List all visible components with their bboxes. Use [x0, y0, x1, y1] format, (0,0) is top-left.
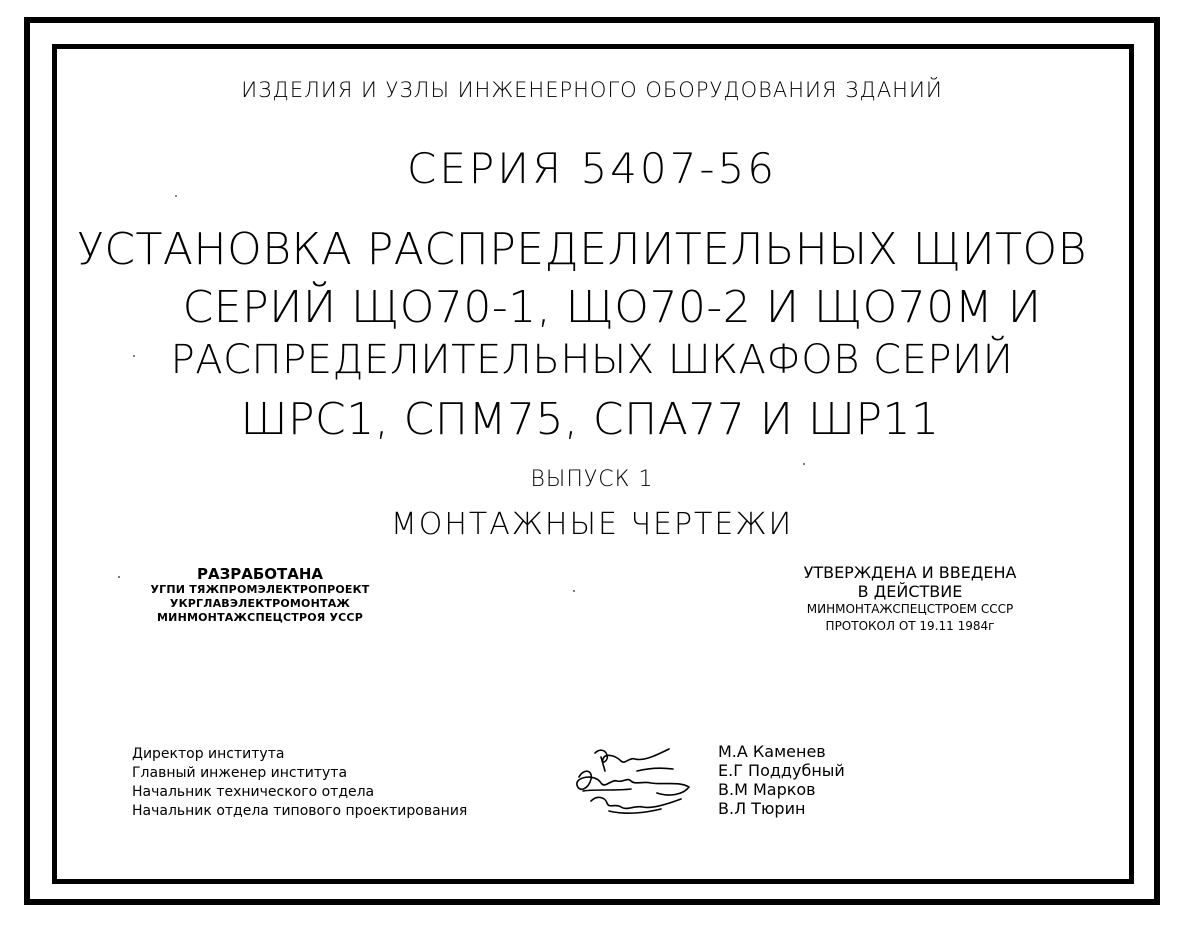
- position-title: Начальник технического отдела: [132, 784, 375, 800]
- developed-line: УГПИ ТЯЖПРОМЭЛЕКТРОПРОЕКТ: [150, 583, 370, 596]
- developed-by-block: [120, 565, 400, 625]
- title-line-2: СЕРИЙ ЩО70-1, ЩО70-2 И ЩО70М И: [182, 282, 1042, 333]
- scan-speck: [803, 463, 805, 465]
- title-line-4: ШРС1, СПМ75, СПА77 И ШР11: [240, 394, 940, 445]
- header-text: ИЗДЕЛИЯ И УЗЛЫ ИНЖЕНЕРНОГО ОБОРУДОВАНИЯ ЗДАНИЙ: [241, 78, 943, 102]
- title-line-3: РАСПРЕДЕЛИТЕЛЬНЫХ ШКАФОВ СЕРИЙ: [170, 337, 1014, 383]
- scan-speck: [175, 195, 177, 197]
- approved-heading: В ДЕЙСТВИЕ: [857, 582, 963, 601]
- developed-heading: РАЗРАБОТАНА: [196, 565, 324, 583]
- position-title: Начальник отдела типового проектирования: [132, 803, 468, 819]
- developed-line: МИНМОНТАЖСПЕЦСТРОЯ УССР: [157, 611, 363, 624]
- approved-line: ПРОТОКОЛ ОТ 19.11 1984г: [825, 619, 995, 633]
- scan-speck: [573, 590, 575, 592]
- position-title: Главный инженер института: [132, 765, 348, 781]
- handwritten-signatures: [565, 745, 715, 835]
- positions-list: [132, 745, 602, 821]
- approved-line: МИНМОНТАЖСПЕЦСТРОЕМ СССР: [806, 602, 1014, 616]
- approved-block: [770, 563, 1050, 635]
- person-name: М.А Каменев: [718, 742, 826, 761]
- person-name: В.Л Тюрин: [718, 799, 806, 818]
- person-name: Е.Г Поддубный: [718, 761, 845, 780]
- title-line-1: УСТАНОВКА РАСПРЕДЕЛИТЕЛЬНЫХ ЩИТОВ: [77, 224, 1087, 275]
- series-number: СЕРИЯ 5407-56: [407, 144, 777, 193]
- approved-heading: УТВЕРЖДЕНА И ВВЕДЕНА: [803, 563, 1017, 582]
- developed-line: УКРГЛАВЭЛЕКТРОМОНТАЖ: [169, 597, 351, 610]
- position-title: Директор института: [132, 746, 285, 762]
- person-name: В.М Марков: [718, 780, 816, 799]
- scan-speck: [118, 576, 120, 578]
- issue-number: ВЫПУСК 1: [530, 467, 654, 492]
- scan-speck: [133, 355, 135, 357]
- names-list: [718, 742, 918, 818]
- subtitle: МОНТАЖНЫЕ ЧЕРТЕЖИ: [390, 507, 794, 542]
